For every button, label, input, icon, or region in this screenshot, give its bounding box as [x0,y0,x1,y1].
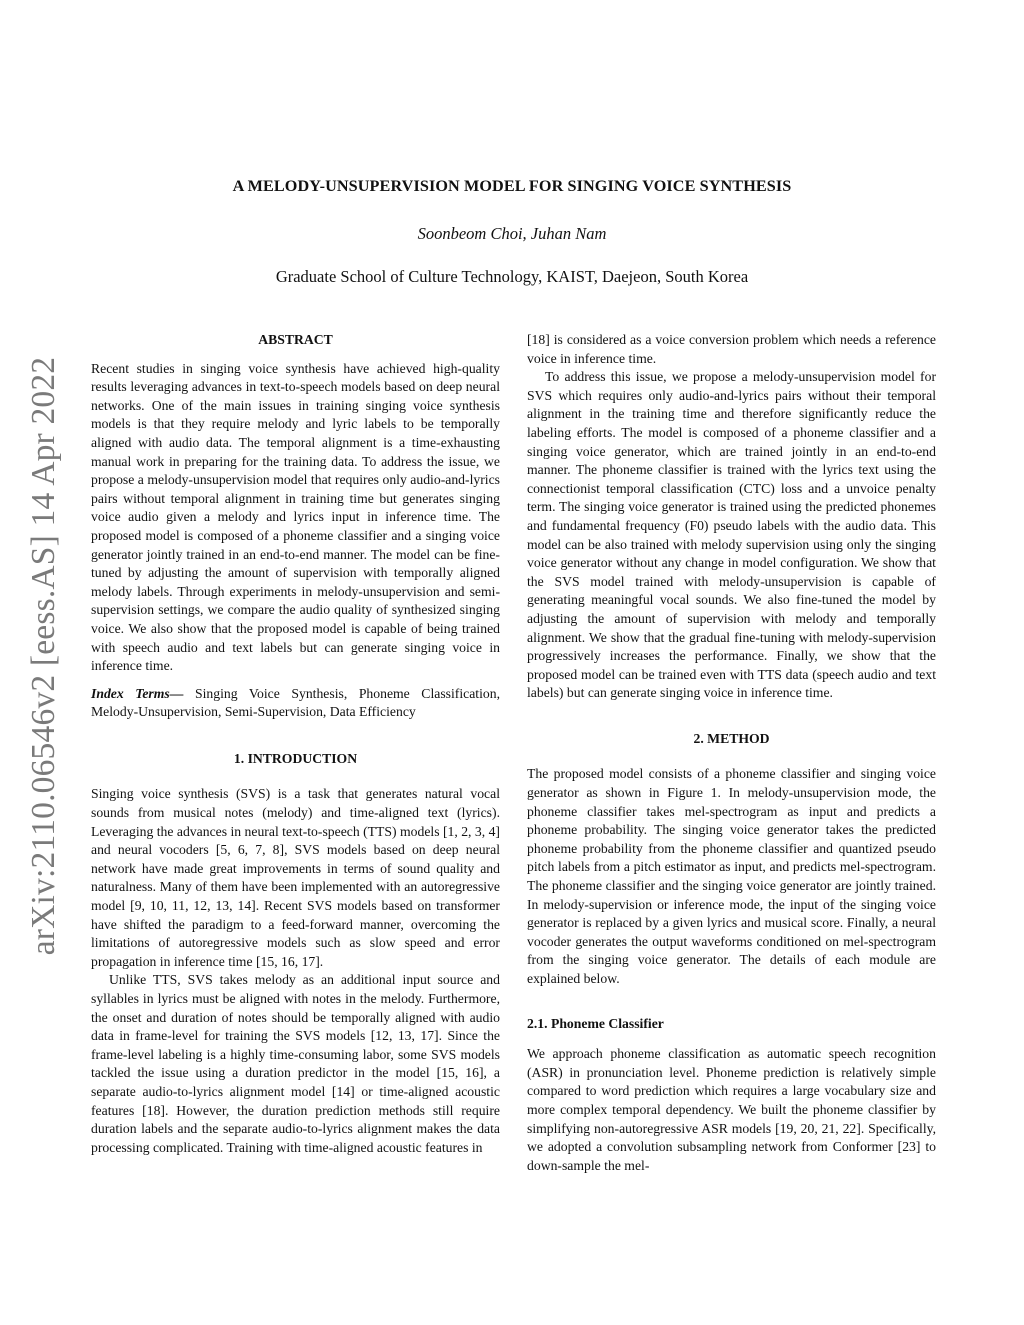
paper-authors: Soonbeom Choi, Juhan Nam [417,224,607,243]
left-column [91,331,500,1157]
introduction-heading: 1. INTRODUCTION [233,750,358,766]
abstract-heading: ABSTRACT [258,332,333,347]
method-heading: 2. METHOD [693,730,770,746]
arxiv-identifier-stamp: arXiv:2110.06546v2 [eess.AS] 14 Apr 2022 [25,356,62,956]
index-terms-label: Index Terms— [91,685,184,701]
intro-paragraph-2: Unlike TTS, SVS takes melody as an additional input source and syllables in lyrics must be aligned with notes in the melody. Furthermore, the onset and duration of notes should be temporally aligned with audio data in frame-level for training the SVS models [12, 13, 17]. Since the frame-level labeling is a highly time-consuming labor, some SVS models tackled the issue using a duration predictor in the model [15, 16], a separate audio-to-lyrics alignment model [14] or time-aligned acoustic features [18]. However, the duration prediction methods still require duration labels and the separate audio-to-lyrics alignment makes the data processing complicated. Training with time-aligned acoustic features in [91,972,500,1155]
intro-paragraph-3: [18] is considered as a voice conversion problem which needs a reference voice in inference time. [527,332,936,366]
paper-affiliation: Graduate School of Culture Technology, KAIST, Daejeon, South Korea [275,267,749,286]
method-text: The proposed model consists of a phoneme classifier and singing voice generator as shown in Figure 1. In melody-unsupervision mode, the phoneme classifier takes mel-spectrogram as input and predicts a phoneme probability. The singing voice generator takes the predicted phoneme probability from the phoneme classifier and quantized pseudo pitch labels from a pitch estimator as input, and predicts mel-spectrogram. The phoneme classifier and the singing voice generator are jointly trained. In melody-supervision or inference mode, the input of the singing voice generator is replaced by a given lyrics and musical score. Finally, a neural vocoder generates the output waveforms conditioned on mel-spectrogram from the singing voice generator. The details of each module are explained below. [527,766,936,986]
index-terms [91,685,500,722]
index-terms-text: Singing Voice Synthesis, Phoneme Classification, Melody-Unsupervision, Semi-Supervision, Data Efficiency [91,685,501,720]
abstract-text: Recent studies in singing voice synthesis have achieved high-quality results leveraging advances in text-to-speech models based on deep neural networks. One of the main issues in training singing voice synthesis models is that they require melody and lyric labels to be temporally aligned with audio data. The temporal alignment is a time-exhausting manual work in preparing for the training data. To address the issue, we propose a melody-unsupervision model that requires only audio-and-lyrics pairs without temporal alignment in training time but generates singing voice audio given a melody and lyrics input in inference time. The proposed model is composed of a phoneme classifier and a singing voice generator jointly trained in an end-to-end manner. The model can be fine-tuned by adjusting the amount of supervision with temporally aligned melody labels. Through experiments in melody-unsupervision and semi-supervision settings, we compare the audio quality of synthesized singing voice. We also show that the proposed model is capable of being trained with speech audio and text labels but can generate singing voice in inference time. [91,360,500,674]
right-column [527,331,936,1175]
intro-paragraph-1: Singing voice synthesis (SVS) is a task that generates natural vocal sounds from musical notes (melody) and time-aligned text (lyrics). Leveraging the advances in neural text-to-speech (TTS) models [1, 2, 3, 4] and neural vocoders [5, 6, 7, 8], SVS models based on deep neural network have made great improvements in terms of sound quality and naturalness. Many of them have been implemented with an autoregressive model [9, 10, 11, 12, 13, 14]. Recent SVS models based on transformer have shifted the paradigm to a feed-forward manner, overcoming the limitations of autoregressive models such as slow speed and error propagation in inference time [15, 16, 17]. [91,786,500,969]
phoneme-classifier-text: We approach phoneme classification as automatic speech recognition (ASR) in pronunciation level. Phoneme prediction is relatively simple compared to word prediction which requires a large vocabulary size and more complex temporal dependency. We built the phoneme classifier by simplifying non-autoregressive ASR models [19, 20, 21, 22]. Specifically, we adopted a convolution subsampling network from Conformer [23] to down-sample the mel- [527,1046,936,1173]
paper-title: A MELODY-UNSUPERVISION MODEL FOR SINGING VOICE SYNTHESIS [232,177,792,195]
intro-paragraph-4: To address this issue, we propose a melody-unsupervision model for SVS which requires only audio-and-lyrics pairs without their temporal alignment in the training time and therefore significantly reduce the labeling efforts. The model is composed of a phoneme classifier and a singing voice generator, which are trained jointly in an end-to-end manner. The phoneme classifier is trained with the lyrics text using the connectionist temporal classification (CTC) loss and a unvoice penalty term. The singing voice generator is trained using the predicted phonemes and fundamental frequency (F0) pseudo labels with the audio data. This model can be also trained with melody supervision using only the singing voice generator without any change in model configuration. We show that the SVS model trained with melody-unsupervision is capable of generating meaningful vocal sounds. We also fine-tuned the model by adjusting the amount of supervision with melody and temporally alignment. We show that the gradual fine-tuning with melody-supervision progressively increases the performance. Finally, we show that the proposed model can be trained even with TTS data (speech audio and text labels) but can generate singing voice in inference time. [527,369,936,701]
phoneme-classifier-heading: 2.1. Phoneme Classifier [527,1015,664,1031]
